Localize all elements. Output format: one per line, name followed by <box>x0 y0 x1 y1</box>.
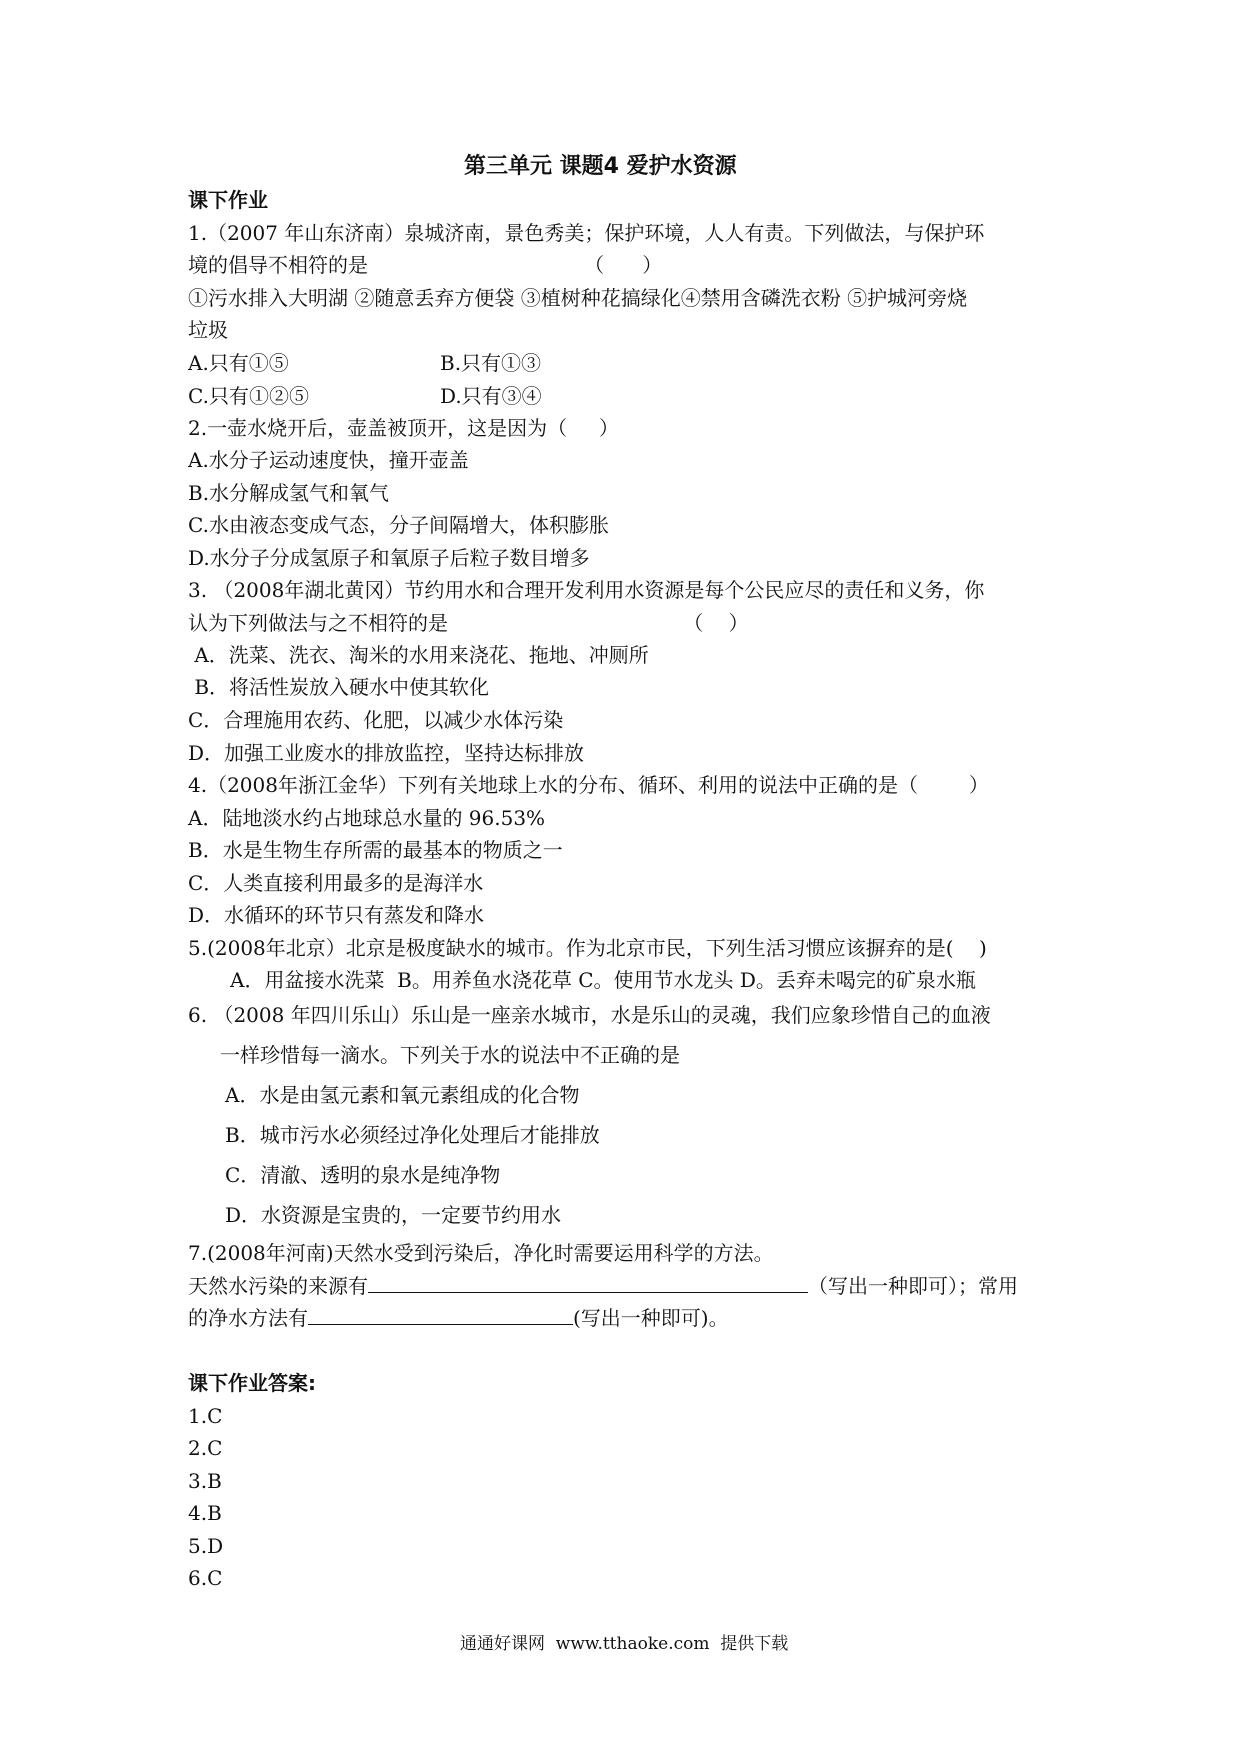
q1-option-c: C.只有①②⑤ <box>188 384 309 408</box>
q5-options: A．用盆接水洗菜 B。用养鱼水浇花草 C。使用节水龙头 D。丢弃未喝完的矿泉水瓶 <box>230 968 976 992</box>
q2-option-a: A.水分子运动速度快，撞开壶盖 <box>188 448 469 472</box>
q3-option-d: D．加强工业废水的排放监控，坚持达标排放 <box>188 741 585 765</box>
purification-method-blank[interactable] <box>308 1306 573 1325</box>
q5-stem: 5.(2008年北京）北京是极度缺水的城市。作为北京市民，下列生活习惯应该摒弃的是( ) <box>188 936 987 960</box>
q7-stem: 7.(2008年河南)天然水受到污染后，净化时需要运用科学的方法。 <box>188 1241 774 1265</box>
q4-option-a: A．陆地淡水约占地球总水量的 96.53% <box>188 806 546 830</box>
answer-item: 1.C <box>188 1404 223 1428</box>
q7-line2 <box>188 1274 1018 1298</box>
q2-option-c: C.水由液态变成气态，分子间隔增大，体积膨胀 <box>188 513 609 537</box>
q7-line3-prefix: 的净水方法有 <box>188 1306 308 1330</box>
page-footer: 通通好课网 www.tthaoke.com 提供下载 <box>460 1634 789 1654</box>
q4-stem: 4.（2008年浙江金华）下列有关地球上水的分布、循环、利用的说法中正确的是（ ） <box>188 773 989 797</box>
q1-option-b: B.只有①③ <box>440 351 542 375</box>
q1-line2: 境的倡导不相符的是 （ ） <box>188 253 663 277</box>
q7-line2-suffix: （写出一种即可）；常用 <box>808 1274 1018 1298</box>
q6-option-a: A．水是由氢元素和氧元素组成的化合物 <box>225 1083 580 1107</box>
q1-option-a: A.只有①⑤ <box>188 351 289 375</box>
q4-option-b: B．水是生物生存所需的最基本的物质之一 <box>188 838 563 862</box>
answer-item: 4.B <box>188 1501 222 1525</box>
q4-option-c: C．人类直接利用最多的是海洋水 <box>188 871 484 895</box>
q3-line1: 3. （2008年湖北黄冈）节约用水和合理开发利用水资源是每个公民应尽的责任和义务，你 <box>188 578 985 602</box>
q6-line1: 6. （2008 年四川乐山）乐山是一座亲水城市，水是乐山的灵魂，我们应象珍惜自己的血液 <box>188 1003 991 1027</box>
page-title: 第三单元 课题4 爱护水资源 <box>464 154 737 179</box>
answer-item: 3.B <box>188 1469 222 1493</box>
q6-option-c: C．清澈、透明的泉水是纯净物 <box>225 1163 501 1187</box>
q6-line2: 一样珍惜每一滴水。下列关于水的说法中不正确的是 <box>220 1043 680 1067</box>
q1-items-line2: 垃圾 <box>188 318 228 342</box>
pollution-source-blank[interactable] <box>368 1274 808 1293</box>
q2-option-d: D.水分子分成氢原子和氧原子后粒子数目增多 <box>188 546 590 570</box>
q1-items-line1: ①污水排入大明湖 ②随意丢弃方便袋 ③植树种花搞绿化④禁用含磷洗衣粉 ⑤护城河旁烧 <box>188 286 968 310</box>
q7-line3 <box>188 1306 729 1330</box>
answers-heading: 课下作业答案: <box>188 1371 316 1395</box>
q3-option-c: C．合理施用农药、化肥，以减少水体污染 <box>188 708 564 732</box>
answer-item: 5.D <box>188 1534 224 1558</box>
q7-line2-prefix: 天然水污染的来源有 <box>188 1274 368 1298</box>
answer-item: 2.C <box>188 1436 223 1460</box>
q3-option-a: A．洗菜、洗衣、淘米的水用来浇花、拖地、冲厕所 <box>188 643 649 667</box>
q1-line1: 1.（2007 年山东济南）泉城济南，景色秀美；保护环境，人人有责。下列做法，与保护环 <box>188 221 985 245</box>
answer-item: 6.C <box>188 1566 223 1590</box>
q2-option-b: B.水分解成氢气和氧气 <box>188 481 390 505</box>
q6-option-d: D．水资源是宝贵的，一定要节约用水 <box>225 1203 562 1227</box>
q7-line3-suffix: (写出一种即可)。 <box>573 1306 729 1330</box>
q1-option-d: D.只有③④ <box>440 384 542 408</box>
q3-option-b: B．将活性炭放入硬水中使其软化 <box>188 675 490 699</box>
q4-option-d: D．水循环的环节只有蒸发和降水 <box>188 903 485 927</box>
q6-option-b: B．城市污水必须经过净化处理后才能排放 <box>225 1123 600 1147</box>
q3-line2: 认为下列做法与之不相符的是 （ ） <box>188 611 749 635</box>
q2-stem: 2.一壶水烧开后，壶盖被顶开，这是因为（ ） <box>188 416 619 440</box>
section-heading: 课下作业 <box>188 188 268 212</box>
